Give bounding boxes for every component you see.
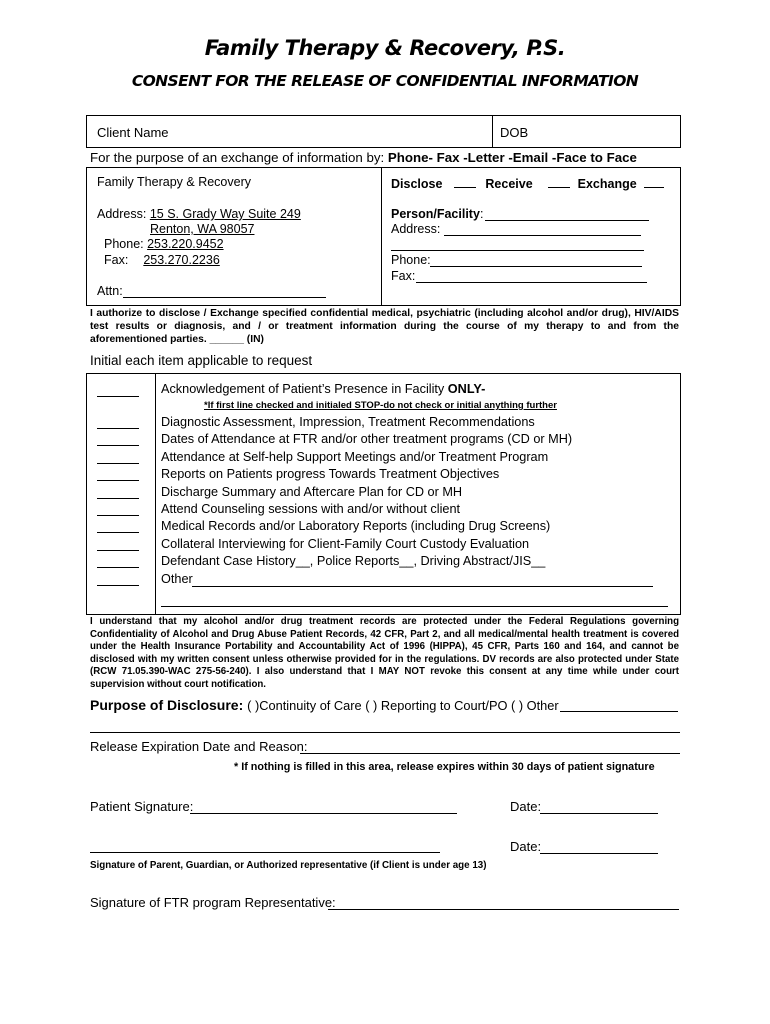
recipient-fax-field[interactable] <box>416 282 647 283</box>
client-name-field[interactable]: Client Name <box>97 125 169 140</box>
other-field[interactable] <box>192 586 653 587</box>
initial-blank-ack[interactable] <box>97 396 139 397</box>
guardian-date-label: Date: <box>510 839 542 854</box>
disclose-blank[interactable] <box>454 175 476 188</box>
org-name: Family Therapy & Recovery <box>97 175 251 189</box>
list-item: Dates of Attendance at FTR and/or other treatment programs (CD or MH) <box>161 432 573 447</box>
org-fax <box>104 253 220 269</box>
person-facility-field[interactable] <box>485 220 649 221</box>
attn-label: Attn: <box>97 284 123 298</box>
purpose-other-field[interactable] <box>560 711 678 712</box>
receive-option: Receive <box>485 177 533 191</box>
person-facility-label: Person/Facility <box>391 207 480 221</box>
receive-blank[interactable] <box>548 175 570 188</box>
purpose-line-2[interactable] <box>90 732 680 733</box>
guardian-caption: Signature of Parent, Guardian, or Authorized representative (if Client is under age 13) <box>90 860 487 871</box>
exchange-purpose-prefix: For the purpose of an exchange of information by: <box>90 150 388 165</box>
initial-blank-other[interactable] <box>97 585 139 586</box>
exchange-option: Exchange <box>577 177 637 191</box>
ack-note: *If first line checked and initialed STOP-do not check or initial anything further <box>204 400 557 411</box>
org-address-label: Address: <box>97 207 150 221</box>
recipient-phone-field[interactable] <box>430 266 642 267</box>
divider <box>155 374 156 614</box>
recipient-phone-label: Phone: <box>391 253 431 267</box>
list-item: Attendance at Self-help Support Meetings and/or Treatment Program <box>161 449 549 464</box>
initial-blank[interactable] <box>97 567 139 568</box>
purpose-of-disclosure <box>90 697 559 714</box>
list-item: Defendant Case History__, Police Reports__, Driving Abstract/JIS__ <box>161 554 546 569</box>
guardian-date-field[interactable] <box>540 853 658 854</box>
list-item: Medical Records and/or Laboratory Reports (including Drug Screens) <box>161 519 551 534</box>
release-label: Release Expiration Date and Reason: <box>90 739 308 754</box>
org-address <box>97 207 301 223</box>
initial-blank[interactable] <box>97 515 139 516</box>
disclose-option: Disclose <box>391 177 443 191</box>
dob-field[interactable]: DOB <box>500 125 529 140</box>
list-item: Collateral Interviewing for Client-Family Court Custody Evaluation <box>161 536 530 551</box>
ftr-signature-field[interactable] <box>328 909 679 910</box>
attn-field[interactable] <box>123 297 326 298</box>
initial-heading: Initial each item applicable to request <box>90 353 313 368</box>
understanding-text: I understand that my alcohol and/or drug treatment records are protected under the Federal Regulations governing Confidentiality of Alcohol and Drug Abuse Patient Records, 42 CFR, Part 2, and all medical/mental health treatment is covered under the Health Insurance Portability and Accountability Act of 1996 (HIPPA), 45 CFR, Parts 160 and 164, and cannot be disclosed with my written consent unless otherwise provided for in the regulations. DV records are also protected under State (RCW 71.05.390-WAC 275-56-240). I also understand that I MAY NOT revoke this consent at any time while under court supervision without court notification. <box>90 616 679 690</box>
recipient-fax-label: Fax: <box>391 269 416 283</box>
form-subtitle: CONSENT FOR THE RELEASE OF CONFIDENTIAL INFORMATION <box>131 72 639 90</box>
org-phone-label: Phone: <box>104 237 148 251</box>
exchange-blank[interactable] <box>644 175 664 188</box>
patient-signature-field[interactable] <box>190 813 457 814</box>
release-note: * If nothing is filled in this area, release expires within 30 days of patient signature <box>234 761 655 773</box>
initial-blank[interactable] <box>97 463 139 464</box>
ftr-signature-label: Signature of FTR program Representative: <box>90 895 336 910</box>
list-item: Reports on Patients progress Towards Treatment Objectives <box>161 467 500 482</box>
list-item: Discharge Summary and Aftercare Plan for CD or MH <box>161 484 463 499</box>
list-item: Attend Counseling sessions with and/or without client <box>161 502 461 516</box>
initial-blank[interactable] <box>97 445 139 446</box>
recipient-address-label: Address: <box>391 222 441 236</box>
initial-blank[interactable] <box>97 480 139 481</box>
org-address-line1: 15 S. Grady Way Suite 249 <box>149 207 301 221</box>
divider <box>492 116 493 147</box>
patient-signature-label: Patient Signature: <box>90 799 194 814</box>
client-info-box <box>86 115 681 148</box>
release-field[interactable] <box>300 753 680 754</box>
item-ack-text: Acknowledgement of Patient’s Presence in Facility <box>161 382 448 396</box>
org-phone <box>104 237 224 253</box>
item-ack-only: ONLY- <box>447 382 486 396</box>
recipient-address-field-2[interactable] <box>391 250 644 251</box>
purpose-label: Purpose of Disclosure: <box>90 697 248 713</box>
other-field-2[interactable] <box>161 606 668 607</box>
initial-blank[interactable] <box>97 532 139 533</box>
list-item: Diagnostic Assessment, Impression, Treatment Recommendations <box>161 415 535 429</box>
patient-date-label: Date: <box>510 799 542 814</box>
recipient-address-field[interactable] <box>444 235 641 236</box>
initial-blank[interactable] <box>97 498 139 499</box>
item-acknowledgement <box>161 381 485 398</box>
org-fax-number: 253.270.2236 <box>143 253 220 267</box>
org-fax-label: Fax: <box>104 253 129 267</box>
disclose-receive-exchange <box>391 175 664 193</box>
patient-date-field[interactable] <box>540 813 658 814</box>
authorization-text: I authorize to disclose / Exchange specified confidential medical, psychiatric (including alcohol and/or drug), HIV/AIDS test results or diagnosis, and / or treatment information during the course of my therapy to and from the aforementioned parties. ______ (IN) <box>90 308 679 345</box>
exchange-methods: Phone- Fax -Letter -Email -Face to Face <box>387 150 637 165</box>
guardian-signature-field[interactable] <box>90 852 440 853</box>
divider <box>381 168 382 305</box>
org-phone-number: 253.220.9452 <box>147 237 224 251</box>
initial-blank[interactable] <box>97 550 139 551</box>
initial-blank[interactable] <box>97 428 139 429</box>
parties-box <box>86 167 681 306</box>
exchange-purpose-line <box>90 150 637 166</box>
purpose-options[interactable]: ( )Continuity of Care ( ) Reporting to Court/PO ( ) Other <box>247 698 559 713</box>
page-title: Family Therapy & Recovery, P.S. <box>204 36 566 60</box>
item-other-label: Other <box>161 572 193 586</box>
org-address-line2: Renton, WA 98057 <box>150 222 255 236</box>
person-facility: Person/Facility: <box>391 207 484 221</box>
